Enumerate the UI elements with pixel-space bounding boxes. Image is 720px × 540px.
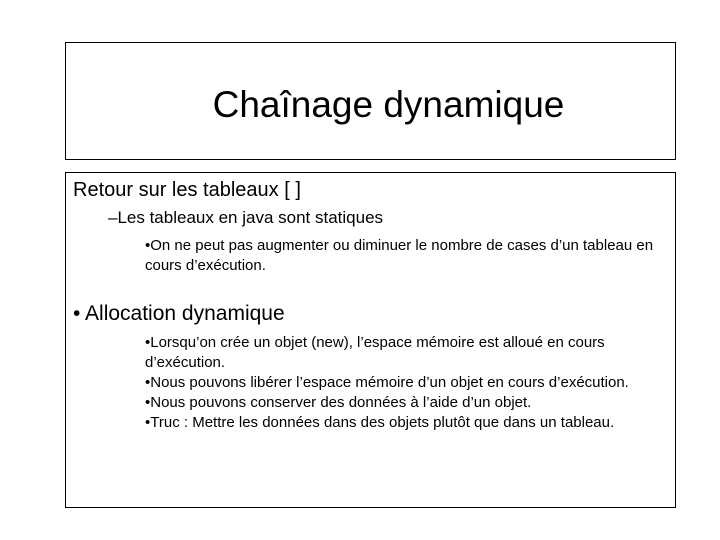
list-item: •Nous pouvons conserver des données à l’aide d’un objet. bbox=[145, 394, 532, 411]
slide-title: Chaînage dynamique bbox=[212, 83, 565, 125]
section-heading: Retour sur les tableaux [ ] bbox=[73, 179, 301, 201]
list-item: •Nous pouvons libérer l’espace mémoire d’un objet en cours d’exécution. bbox=[145, 374, 629, 391]
sub-point: –Les tableaux en java sont statiques bbox=[108, 208, 384, 227]
sub-bullet-list bbox=[145, 236, 667, 276]
allocation-bullet-list bbox=[145, 333, 667, 433]
content-box bbox=[65, 172, 676, 508]
list-item: •On ne peut pas augmenter ou diminuer le nombre de cases d’un tableau en cours d’exécution. bbox=[145, 237, 654, 274]
list-item: •Truc : Mettre les données dans des objets plutôt que dans un tableau. bbox=[145, 414, 615, 431]
title-box bbox=[65, 42, 676, 160]
list-item: •Lorsqu’on crée un objet (new), l’espace mémoire est alloué en cours d’exécution. bbox=[145, 334, 605, 371]
allocation-heading: • Allocation dynamique bbox=[73, 302, 285, 325]
